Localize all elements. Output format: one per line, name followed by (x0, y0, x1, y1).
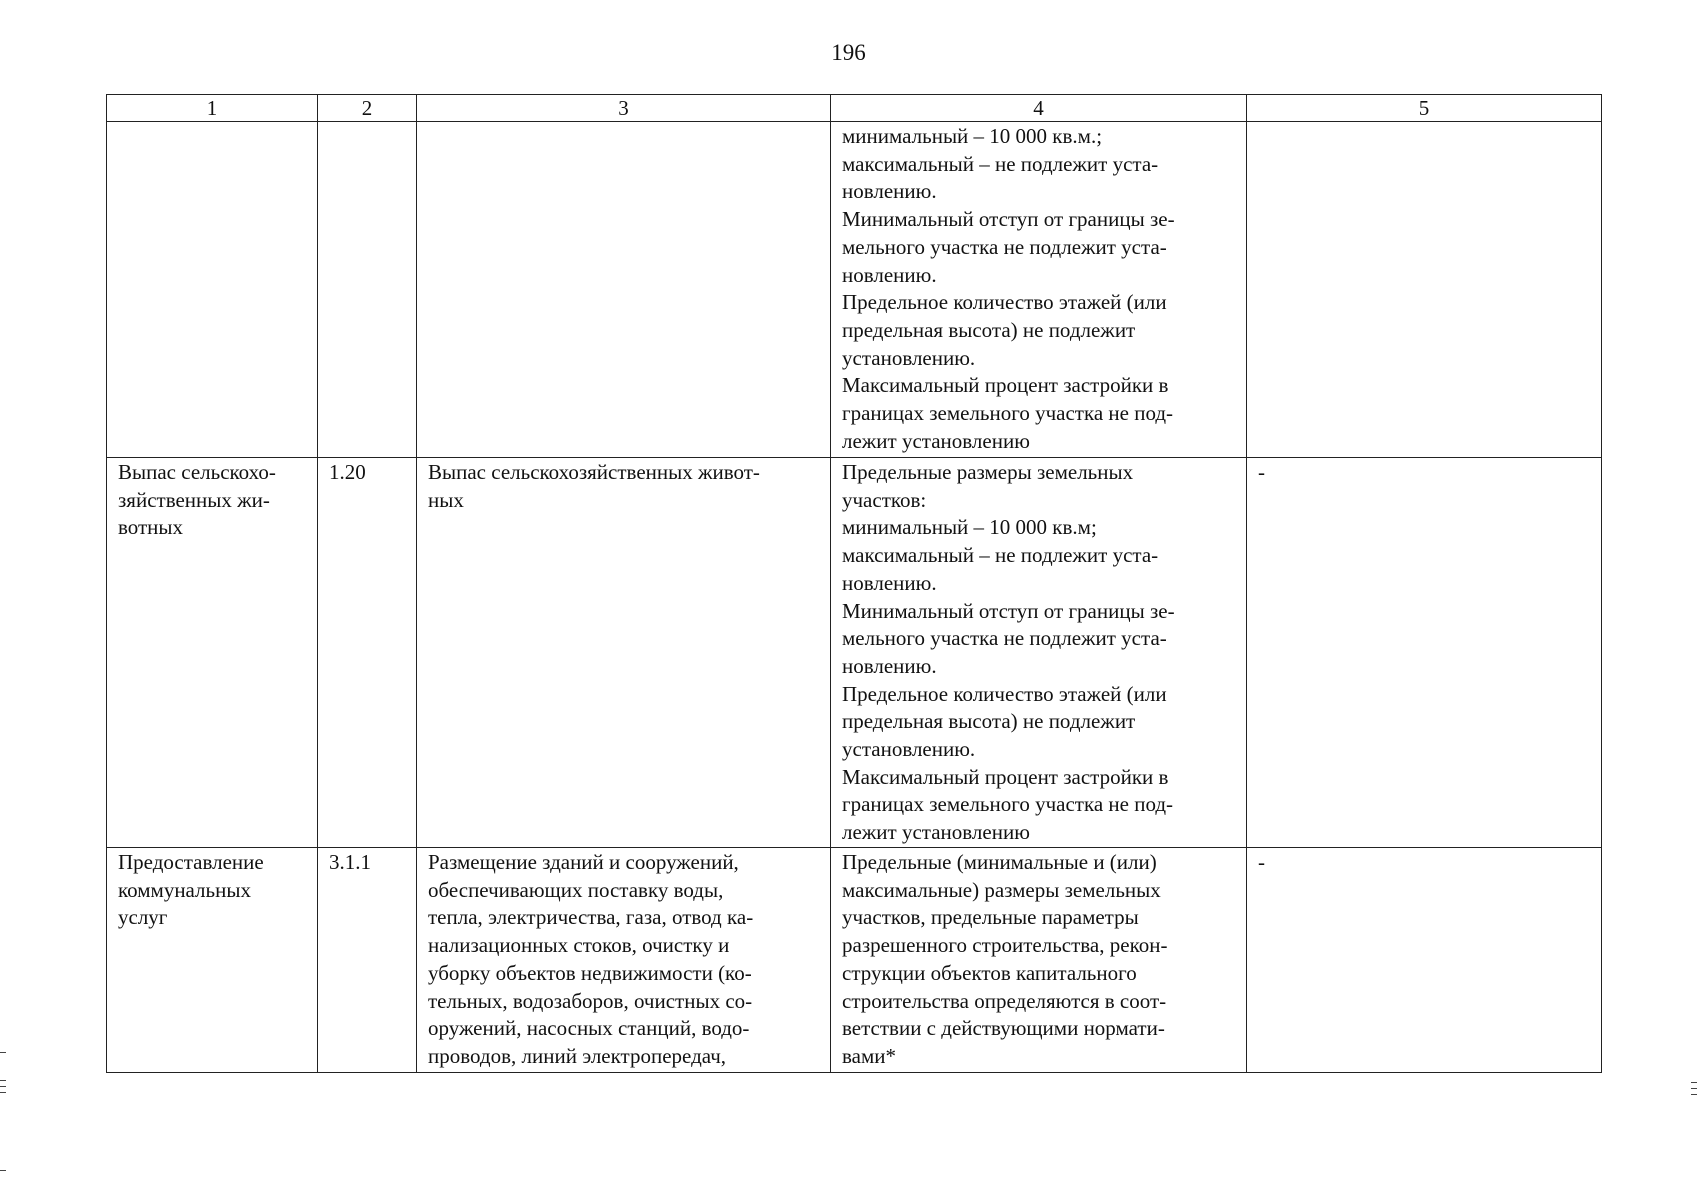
parameters-text: Предельные размеры земельных участков: минимальный – 10 000 кв.м; максимальный – не подлежит уста- новлению. Минимальный отступ от границы зе- мельного участка не подлежит уста- новлению. Предельное количество этажей (или предельная высота) не подлежит установлению. Максимальный процент застройки в границах земельного участка не под- лежит установлению (842, 460, 1175, 845)
notes-text: - (1258, 460, 1265, 484)
scan-edge-mark (1691, 1094, 1697, 1095)
use-code: 3.1.1 (329, 850, 371, 874)
use-name: Предоставление коммунальных услуг (118, 850, 264, 930)
use-name-cell (107, 122, 318, 458)
use-description: Выпас сельскохозяйственных живот- ных (428, 460, 760, 512)
use-name-cell (107, 458, 318, 848)
scan-edge-mark (1691, 1088, 1697, 1089)
scan-edge-mark (0, 1170, 6, 1171)
use-code-cell (318, 458, 417, 848)
parameters-text: минимальный – 10 000 кв.м.; максимальный – не подлежит уста- новлению. Минимальный отступ от границы зе- мельного участка не подлежит уста- новлению. Предельное количество этажей (или предельная высота) не подлежит установлению. Максимальный процент застройки в границах земельного участка не под- лежит установлению (842, 124, 1175, 453)
table-row (107, 458, 1602, 848)
scan-edge-mark (0, 1086, 6, 1087)
use-name: Выпас сельскохо- зяйственных жи- вотных (118, 460, 276, 540)
use-code-cell (318, 122, 417, 458)
header-row (107, 95, 1602, 122)
parameters-cell (831, 122, 1247, 458)
column-header-5: 5 (1247, 95, 1602, 122)
use-name-cell (107, 848, 318, 1073)
scan-edge-mark (0, 1052, 6, 1053)
regulations-table (106, 94, 1602, 1073)
notes-cell (1247, 122, 1602, 458)
notes-text: - (1258, 850, 1265, 874)
use-description: Размещение зданий и сооружений, обеспечивающих поставку воды, тепла, электричества, газа, отвод ка- нализационных стоков, очистку и уборку объектов недвижимости (ко- тельных, водозаборов, очистных со- оружений, насосных станций, водо- проводов, линий электропередач, (428, 850, 754, 1068)
notes-cell (1247, 458, 1602, 848)
table-row (107, 848, 1602, 1073)
parameters-cell (831, 458, 1247, 848)
page-number: 196 (831, 40, 866, 65)
column-header-3: 3 (417, 95, 831, 122)
parameters-cell (831, 848, 1247, 1073)
use-description-cell (417, 458, 831, 848)
scan-edge-mark (1691, 1082, 1697, 1083)
scan-edge-mark (0, 1092, 6, 1093)
table-row (107, 122, 1602, 458)
use-description-cell (417, 848, 831, 1073)
use-code: 1.20 (329, 460, 366, 484)
column-header-1: 1 (107, 95, 318, 122)
column-header-4: 4 (831, 95, 1247, 122)
column-header-2: 2 (318, 95, 417, 122)
use-description-cell (417, 122, 831, 458)
use-code-cell (318, 848, 417, 1073)
parameters-text: Предельные (минимальные и (или) максимальные) размеры земельных участков, предельные параметры разрешенного строительства, рекон- струкции объектов капитального строительства определяются в соот- ветствии с действующими нормати- вами* (842, 850, 1168, 1068)
scan-edge-mark (0, 1080, 6, 1081)
notes-cell (1247, 848, 1602, 1073)
